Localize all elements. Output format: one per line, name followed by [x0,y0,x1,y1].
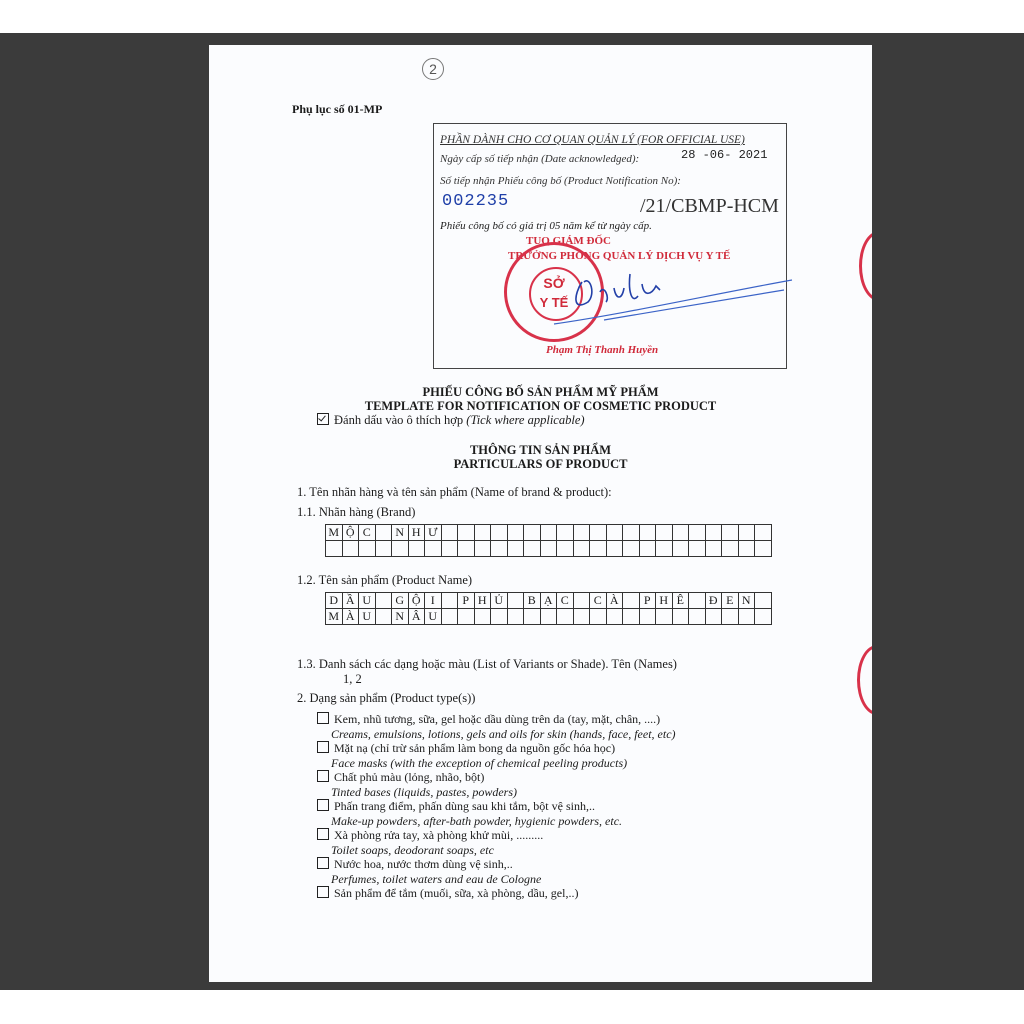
grid-cell [672,541,689,557]
grid-cell [705,541,722,557]
product-type-en: Tinted bases (liquids, pastes, powders) [331,785,518,799]
checkbox-icon[interactable] [317,741,329,753]
product-type-item[interactable] [317,741,627,771]
grid-cell: Ộ [342,525,359,541]
grid-cell: N [392,609,409,625]
product-type-en: Perfumes, toilet waters and eau de Cologne [331,872,542,886]
grid-cell: U [425,609,442,625]
item-2-label: 2. Dạng sản phẩm (Product type(s)) [297,691,476,705]
validity-text: Phiếu công bố có giá trị 05 năm kể từ ngày cấp. [440,220,652,232]
grid-cell: I [425,593,442,609]
grid-cell: Đ [705,593,722,609]
grid-cell [491,525,508,541]
variant-names: 1, 2 [343,672,362,686]
date-acknowledged-value: 28 -06- 2021 [681,148,768,162]
grid-cell [375,541,392,557]
grid-cell [557,541,574,557]
grid-cell [474,525,491,541]
checkbox-icon[interactable] [317,799,329,811]
grid-cell: Â [408,609,425,625]
product-type-en: Creams, emulsions, lotions, gels and oils for skin (hands, face, feet, etc) [331,727,676,741]
product-type-vi: Xà phòng rửa tay, xà phòng khử mùi, ......... [334,828,544,842]
grid-cell [755,593,772,609]
grid-cell [326,541,343,557]
grid-cell: H [474,593,491,609]
official-use-box [433,123,787,369]
grid-cell: G [392,593,409,609]
grid-cell [755,541,772,557]
grid-cell [606,525,623,541]
product-type-en: Face masks (with the exception of chemical peeling products) [331,756,628,770]
product-type-item[interactable] [317,828,543,858]
grid-cell [458,609,475,625]
grid-cell [573,541,590,557]
grid-cell [639,541,656,557]
checkbox-icon[interactable] [317,712,329,724]
grid-cell [590,609,607,625]
grid-cell [755,525,772,541]
grid-cell: P [458,593,475,609]
grid-cell [705,525,722,541]
handwritten-page-number: 2 [422,58,444,80]
date-acknowledged-label: Ngày cấp số tiếp nhận (Date acknowledged): [440,153,640,165]
grid-cell: À [606,593,623,609]
product-type-en: Make-up powders, after-bath powder, hygienic powders, etc. [331,814,623,828]
grid-cell [606,541,623,557]
grid-cell [705,609,722,625]
grid-cell [738,609,755,625]
grid-cell [441,609,458,625]
checkbox-icon[interactable] [317,828,329,840]
form-title-en: TEMPLATE FOR NOTIFICATION OF COSMETIC PRODUCT [364,399,717,413]
grid-cell: E [722,593,739,609]
grid-cell [590,541,607,557]
grid-cell [573,525,590,541]
grid-cell [507,609,524,625]
notification-number-suffix: /21/CBMP-HCM [640,195,779,217]
grid-cell [689,609,706,625]
product-type-vi: Nước hoa, nước thơm dùng vệ sinh,.. [334,857,513,871]
grid-cell [573,593,590,609]
grid-cell [507,593,524,609]
notification-number: 002235 [442,192,510,211]
grid-cell [425,541,442,557]
grid-cell [689,593,706,609]
grid-cell [639,609,656,625]
grid-cell [524,541,541,557]
grid-cell [689,525,706,541]
grid-cell: H [408,525,425,541]
product-type-vi: Phấn trang điểm, phấn dùng sau khi tắm, bột vệ sinh,.. [334,799,595,813]
grid-cell: Ộ [408,593,425,609]
grid-cell: P [639,593,656,609]
signer-title-1: TUQ.GIÁM ĐỐC [526,235,611,247]
grid-cell [722,609,739,625]
checkbox-icon[interactable] [317,857,329,869]
product-type-vi: Sản phẩm để tắm (muối, sữa, xà phòng, dầu, gel,..) [334,886,579,900]
checkbox-icon[interactable] [317,886,329,898]
grid-cell: U [359,609,376,625]
side-seal-bottom [857,645,872,715]
grid-cell [540,609,557,625]
grid-cell: N [392,525,409,541]
document-page [209,45,872,982]
product-type-item[interactable] [317,712,676,742]
product-type-item[interactable] [317,857,541,887]
grid-cell [672,609,689,625]
signer-name: Phạm Thị Thanh Huyền [546,344,659,356]
product-type-en: Toilet soaps, deodorant soaps, etc [331,843,494,857]
grid-cell [689,541,706,557]
grid-cell: N [738,593,755,609]
grid-cell [639,525,656,541]
grid-cell [474,609,491,625]
grid-cell [722,541,739,557]
checkbox-icon[interactable] [317,770,329,782]
checked-checkbox-icon [317,413,329,425]
grid-cell: Ư [425,525,442,541]
grid-cell [375,609,392,625]
tick-note [317,413,585,428]
signer-title-2: TRƯỞNG PHÒNG QUẢN LÝ DỊCH VỤ Y TẾ [508,250,731,262]
grid-cell [441,593,458,609]
brand-grid [325,524,772,557]
grid-cell [458,541,475,557]
grid-cell: Ầ [342,593,359,609]
item-1-label: 1. Tên nhãn hàng và tên sản phẩm (Name of brand & product): [297,485,612,499]
grid-cell: M [326,525,343,541]
grid-cell: Ê [672,593,689,609]
grid-cell: C [359,525,376,541]
grid-cell [656,609,673,625]
grid-cell [540,541,557,557]
grid-cell: H [656,593,673,609]
side-seal-top [859,231,872,301]
grid-cell [623,593,640,609]
grid-cell [623,541,640,557]
grid-cell [738,525,755,541]
grid-cell: Ạ [540,593,557,609]
grid-cell [342,541,359,557]
grid-cell [441,541,458,557]
seal-line-1: SỞ [543,275,565,291]
grid-cell: C [557,593,574,609]
grid-cell [441,525,458,541]
grid-cell [524,609,541,625]
grid-cell [375,525,392,541]
seal-line-2: Y TẾ [539,295,569,310]
section-title-vi: THÔNG TIN SẢN PHẨM [469,443,612,457]
item-1-3-label: 1.3. Danh sách các dạng hoặc màu (List of Variants or Shade). Tên (Names) [297,657,677,671]
product-type-item[interactable] [317,770,517,800]
grid-cell: Ủ [491,593,508,609]
grid-cell [491,541,508,557]
grid-cell [722,525,739,541]
grid-cell [491,609,508,625]
section-title-en: PARTICULARS OF PRODUCT [453,457,628,471]
grid-cell [672,525,689,541]
form-title-vi: PHIẾU CÔNG BỐ SẢN PHẨM MỸ PHẨM [422,385,659,399]
grid-cell [375,593,392,609]
notification-number-label: Số tiếp nhận Phiếu công bố (Product Notification No): [440,175,681,187]
product-type-vi: Kem, nhũ tương, sữa, gel hoặc dầu dùng trên da (tay, mặt, chân, ....) [334,712,661,726]
grid-cell: B [524,593,541,609]
grid-cell [623,609,640,625]
grid-cell [656,541,673,557]
product-type-vi: Chất phủ màu (lỏng, nhão, bột) [334,770,485,784]
signature [544,254,794,334]
product-name-grid [325,592,772,625]
grid-cell [408,541,425,557]
grid-cell: À [342,609,359,625]
product-type-item[interactable] [317,886,578,901]
appendix-label: Phụ lục số 01-MP [292,102,383,116]
grid-cell [573,609,590,625]
item-1-2-label: 1.2. Tên sản phẩm (Product Name) [297,573,473,587]
grid-cell [392,541,409,557]
grid-cell [359,541,376,557]
grid-cell [623,525,640,541]
tick-note-vi: Đánh dấu vào ô thích hợp [334,413,464,427]
item-1-1-label: 1.1. Nhãn hàng (Brand) [297,505,416,519]
grid-cell [755,609,772,625]
tick-note-en: (Tick where applicable) [466,413,585,427]
grid-cell [540,525,557,541]
product-type-vi: Mặt nạ (chỉ trừ sản phẩm làm bong da nguồn gốc hóa học) [334,741,616,755]
grid-cell [557,609,574,625]
grid-cell: M [326,609,343,625]
grid-cell [458,525,475,541]
grid-cell [656,525,673,541]
grid-cell: D [326,593,343,609]
grid-cell: U [359,593,376,609]
grid-cell [474,541,491,557]
grid-cell [507,525,524,541]
grid-cell [738,541,755,557]
grid-cell: C [590,593,607,609]
official-use-heading: PHẦN DÀNH CHO CƠ QUAN QUẢN LÝ (FOR OFFICIAL USE) [440,134,745,146]
grid-cell [606,609,623,625]
grid-cell [557,525,574,541]
product-type-item[interactable] [317,799,622,829]
grid-cell [590,525,607,541]
grid-cell [507,541,524,557]
grid-cell [524,525,541,541]
